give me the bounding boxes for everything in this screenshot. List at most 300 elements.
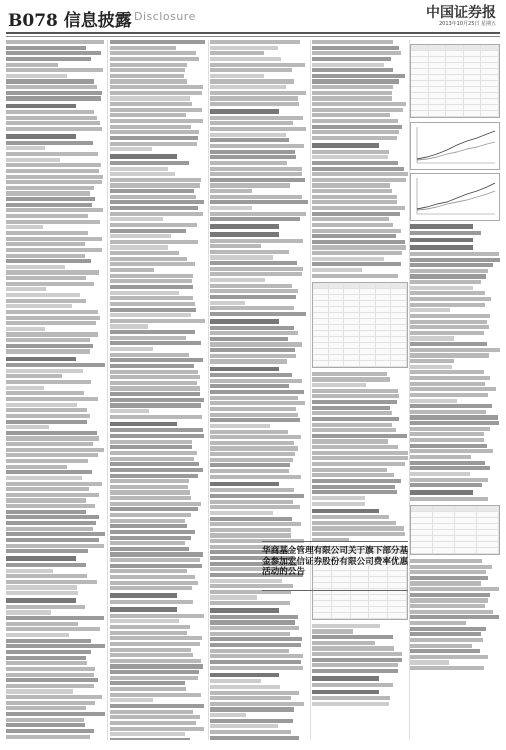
text-line — [312, 394, 399, 398]
text-line — [410, 393, 488, 397]
text-line — [110, 659, 201, 663]
text-line — [6, 706, 86, 710]
text-line — [312, 217, 389, 221]
table-cell — [360, 325, 376, 330]
table-cell — [313, 307, 329, 312]
text-line — [6, 684, 94, 688]
text-line — [6, 287, 46, 291]
text-line — [312, 268, 362, 272]
text-line — [312, 400, 397, 404]
table-cell — [344, 349, 360, 354]
text-line — [6, 574, 87, 578]
section-name-cn: 信息披露 — [63, 11, 132, 31]
text-line — [6, 191, 90, 195]
text-line — [210, 637, 302, 641]
series-line-2 — [417, 191, 495, 210]
table-cell — [388, 613, 407, 618]
text-line — [410, 644, 472, 648]
table-cell — [481, 51, 499, 56]
table-cell — [313, 601, 332, 606]
text-line — [6, 639, 91, 643]
text-line — [110, 386, 200, 390]
text-line — [312, 521, 396, 525]
table-cell — [464, 105, 482, 110]
table-cell — [455, 536, 477, 541]
text-line — [110, 490, 190, 494]
text-line — [210, 224, 279, 229]
text-line — [110, 564, 202, 568]
text-line — [110, 422, 177, 427]
text-line — [210, 200, 308, 204]
table-cell — [360, 361, 376, 366]
table-cell — [329, 337, 345, 342]
performance-chart-1 — [410, 122, 500, 170]
text-line — [6, 723, 85, 727]
text-line — [312, 240, 405, 244]
text-line — [110, 727, 204, 731]
text-line — [312, 195, 397, 199]
table-cell — [391, 355, 407, 360]
text-line — [210, 267, 303, 271]
text-line — [6, 498, 86, 502]
table-cell — [481, 87, 499, 92]
text-line — [110, 625, 190, 629]
text-line — [110, 681, 185, 685]
text-line — [6, 386, 44, 390]
column-divider — [208, 40, 209, 740]
text-line — [210, 511, 273, 515]
text-line — [410, 331, 484, 335]
text-line — [110, 147, 152, 151]
text-line — [110, 670, 199, 674]
text-line — [210, 679, 261, 683]
table-cell — [411, 506, 433, 511]
text-line — [210, 127, 306, 131]
table-cell — [391, 337, 407, 342]
text-line — [110, 154, 177, 159]
text-line — [110, 552, 203, 556]
text-line — [110, 336, 186, 340]
text-line — [110, 68, 185, 72]
table-cell — [446, 87, 464, 92]
table-cell — [351, 607, 370, 612]
text-line — [312, 102, 406, 106]
text-line — [312, 57, 391, 61]
text-line — [6, 332, 98, 336]
table-cell — [388, 607, 407, 612]
text-line — [110, 558, 200, 562]
text-line — [6, 197, 95, 201]
text-line — [210, 195, 302, 199]
text-line — [110, 541, 185, 545]
table-cell — [351, 583, 370, 588]
text-line — [312, 155, 388, 159]
text-line — [110, 40, 205, 44]
table-cell — [464, 69, 482, 74]
table-cell — [446, 81, 464, 86]
table-cell — [313, 295, 329, 300]
text-line — [6, 158, 60, 162]
series-line-2 — [417, 142, 495, 160]
text-line — [410, 274, 486, 278]
text-line — [110, 240, 198, 244]
text-line — [210, 620, 295, 624]
text-line — [410, 483, 482, 487]
text-line — [210, 730, 291, 734]
text-line — [6, 538, 99, 542]
text-line — [6, 667, 95, 671]
text-column-5 — [410, 40, 500, 740]
text-line — [110, 46, 176, 50]
column-divider — [107, 40, 108, 740]
text-line — [6, 110, 94, 114]
text-line — [312, 456, 408, 460]
text-line — [210, 615, 298, 619]
text-line — [6, 476, 82, 480]
text-line — [110, 445, 192, 449]
text-line — [210, 337, 288, 341]
table-cell — [391, 331, 407, 336]
text-line — [210, 261, 297, 265]
text-line — [210, 413, 298, 417]
table-cell — [391, 295, 407, 300]
table-cell — [411, 542, 433, 547]
text-line — [210, 719, 293, 723]
text-line — [312, 663, 398, 667]
text-line — [312, 108, 403, 112]
table-cell — [388, 583, 407, 588]
table-cell — [344, 343, 360, 348]
text-line — [110, 732, 185, 736]
text-line — [210, 96, 298, 100]
text-line — [210, 278, 265, 282]
text-line — [410, 365, 452, 369]
table-cell — [481, 81, 499, 86]
table-cell — [464, 51, 482, 56]
table-cell — [369, 595, 388, 600]
table-cell — [433, 506, 455, 511]
text-line — [312, 411, 392, 415]
text-line — [6, 175, 103, 179]
text-line — [110, 513, 191, 517]
text-line — [6, 85, 97, 89]
table-cell — [411, 69, 429, 74]
text-line — [312, 417, 399, 421]
text-line — [410, 438, 484, 442]
table-cell — [344, 307, 360, 312]
text-line — [410, 410, 486, 414]
text-line — [6, 180, 102, 184]
text-line — [110, 474, 198, 478]
text-line — [6, 68, 103, 72]
text-line — [410, 421, 499, 425]
text-line — [210, 384, 289, 388]
text-line — [6, 79, 94, 83]
text-line — [6, 225, 43, 229]
text-line — [312, 423, 392, 427]
table-cell — [391, 313, 407, 318]
table-cell — [455, 506, 477, 511]
text-line — [110, 569, 187, 573]
table-cell — [477, 548, 499, 553]
text-line — [410, 348, 500, 352]
table-cell — [360, 307, 376, 312]
table-cell — [369, 601, 388, 606]
text-line — [410, 565, 492, 569]
text-line — [110, 710, 193, 714]
table-cell — [329, 319, 345, 324]
text-line — [312, 167, 404, 171]
text-line — [6, 729, 94, 733]
table-cell — [429, 111, 447, 116]
table-cell — [433, 530, 455, 535]
text-line — [110, 195, 196, 199]
text-line — [312, 702, 389, 706]
text-line — [110, 451, 197, 455]
text-line — [210, 250, 289, 254]
text-line — [6, 363, 105, 367]
table-row — [313, 361, 407, 367]
text-line — [110, 51, 196, 55]
text-line — [110, 74, 184, 78]
table-cell — [360, 301, 376, 306]
table-cell — [329, 301, 345, 306]
table-cell — [391, 319, 407, 324]
text-line — [6, 521, 96, 525]
text-line — [410, 415, 498, 419]
text-line — [6, 515, 99, 519]
text-line — [410, 610, 493, 614]
text-line — [6, 316, 100, 320]
text-line — [312, 143, 379, 148]
table-cell — [481, 105, 499, 110]
text-line — [6, 580, 97, 584]
text-line — [6, 598, 76, 603]
text-line — [6, 585, 77, 589]
text-line — [312, 502, 365, 506]
text-line — [312, 212, 400, 216]
table-cell — [429, 99, 447, 104]
text-line — [410, 490, 473, 495]
text-line — [6, 510, 86, 514]
text-line — [110, 268, 154, 272]
text-line — [110, 313, 191, 317]
text-line — [312, 473, 394, 477]
text-line — [110, 593, 177, 598]
text-line — [110, 347, 153, 351]
table-cell — [329, 355, 345, 360]
text-line — [410, 336, 454, 340]
table-cell — [477, 536, 499, 541]
text-line — [312, 635, 393, 639]
text-line — [410, 581, 481, 585]
text-line — [410, 604, 485, 608]
text-line — [6, 569, 53, 573]
table-cell — [411, 57, 429, 62]
text-line — [210, 289, 298, 293]
text-line — [210, 579, 282, 583]
text-line — [410, 455, 471, 459]
text-line — [312, 479, 401, 483]
text-line — [6, 712, 105, 716]
text-line — [110, 189, 194, 193]
table-cell — [376, 343, 392, 348]
table-cell — [446, 75, 464, 80]
text-line — [110, 524, 187, 528]
text-line — [6, 420, 87, 424]
text-line — [210, 494, 304, 498]
table-cell — [481, 75, 499, 80]
text-line — [110, 358, 203, 362]
text-line — [6, 134, 76, 139]
text-line — [410, 461, 485, 465]
table-cell — [351, 613, 370, 618]
table-cell — [369, 583, 388, 588]
text-line — [110, 468, 203, 472]
text-line — [6, 532, 105, 536]
table-cell — [411, 111, 429, 116]
column-4-text-middle — [312, 372, 408, 542]
text-line — [410, 432, 484, 436]
text-line — [110, 274, 193, 278]
table-cell — [429, 51, 447, 56]
text-line — [110, 296, 193, 300]
table-cell — [344, 331, 360, 336]
text-line — [410, 576, 488, 580]
text-line — [210, 696, 291, 700]
text-line — [6, 661, 87, 665]
text-line — [110, 245, 168, 249]
text-line — [312, 485, 395, 489]
text-line — [210, 517, 292, 521]
text-line — [312, 257, 384, 261]
text-line — [410, 621, 466, 625]
text-line — [6, 357, 76, 362]
text-line — [210, 724, 278, 728]
text-line — [410, 404, 492, 408]
table-cell — [360, 349, 376, 354]
text-line — [6, 127, 102, 131]
text-line — [110, 136, 198, 140]
text-line — [312, 532, 405, 536]
text-line — [410, 449, 493, 453]
column-divider — [310, 40, 311, 740]
table-cell — [388, 601, 407, 606]
table-cell — [411, 81, 429, 86]
text-line — [6, 556, 76, 561]
text-line — [6, 63, 58, 67]
text-line — [210, 301, 245, 305]
text-line — [410, 399, 457, 403]
text-line — [210, 51, 264, 55]
table-cell — [329, 349, 345, 354]
table-cell — [411, 512, 433, 517]
text-line — [410, 632, 481, 636]
text-line — [312, 683, 393, 687]
text-line — [210, 488, 294, 492]
text-line — [210, 342, 302, 346]
text-line — [210, 121, 293, 125]
text-line — [312, 245, 406, 249]
text-line — [210, 68, 292, 72]
text-line — [410, 231, 481, 235]
text-line — [110, 479, 189, 483]
page-header — [0, 0, 506, 32]
text-line — [410, 655, 488, 659]
table-cell — [329, 325, 345, 330]
table-cell — [429, 105, 447, 110]
text-line — [210, 102, 299, 106]
text-line — [410, 308, 450, 312]
table-cell — [464, 81, 482, 86]
table-cell — [329, 331, 345, 336]
text-line — [6, 40, 104, 44]
table-cell — [376, 289, 392, 294]
table-cell — [313, 355, 329, 360]
table-cell — [329, 295, 345, 300]
text-line — [110, 614, 204, 618]
text-line — [210, 601, 290, 605]
text-line — [6, 678, 98, 682]
text-line — [410, 478, 488, 482]
text-line — [6, 116, 97, 120]
issue-date: 2013年10月25日 星期五 — [438, 21, 496, 27]
table-cell — [332, 583, 351, 588]
table-cell — [481, 45, 499, 50]
table-cell — [429, 87, 447, 92]
text-line — [210, 430, 288, 434]
text-line — [6, 310, 98, 314]
text-line — [410, 238, 473, 243]
table-row — [411, 111, 499, 117]
text-line — [410, 660, 449, 664]
text-line — [110, 257, 187, 261]
text-line — [410, 342, 487, 346]
text-line — [110, 392, 200, 396]
table-cell — [429, 81, 447, 86]
table-cell — [344, 337, 360, 342]
text-line — [6, 369, 83, 373]
table-cell — [332, 595, 351, 600]
table-cell — [433, 536, 455, 541]
text-line — [210, 666, 303, 670]
text-line — [6, 104, 76, 109]
table-cell — [391, 307, 407, 312]
text-line — [210, 354, 296, 358]
text-line — [210, 390, 304, 394]
text-line — [410, 224, 473, 229]
text-line — [210, 608, 279, 613]
newspaper-masthead: 中国证券报 — [426, 5, 496, 21]
table-cell — [344, 295, 360, 300]
table-cell — [477, 512, 499, 517]
table-cell — [329, 289, 345, 294]
text-line — [210, 441, 294, 445]
text-line — [110, 63, 187, 67]
table-cell — [464, 93, 482, 98]
text-line — [110, 698, 153, 702]
text-line — [410, 297, 491, 301]
text-line — [6, 391, 84, 395]
text-line — [210, 707, 294, 711]
text-line — [6, 237, 102, 241]
table-cell — [376, 355, 392, 360]
table-cell — [455, 518, 477, 523]
text-line — [210, 736, 299, 740]
text-line — [210, 79, 294, 83]
text-line — [110, 319, 205, 323]
table-cell — [411, 99, 429, 104]
